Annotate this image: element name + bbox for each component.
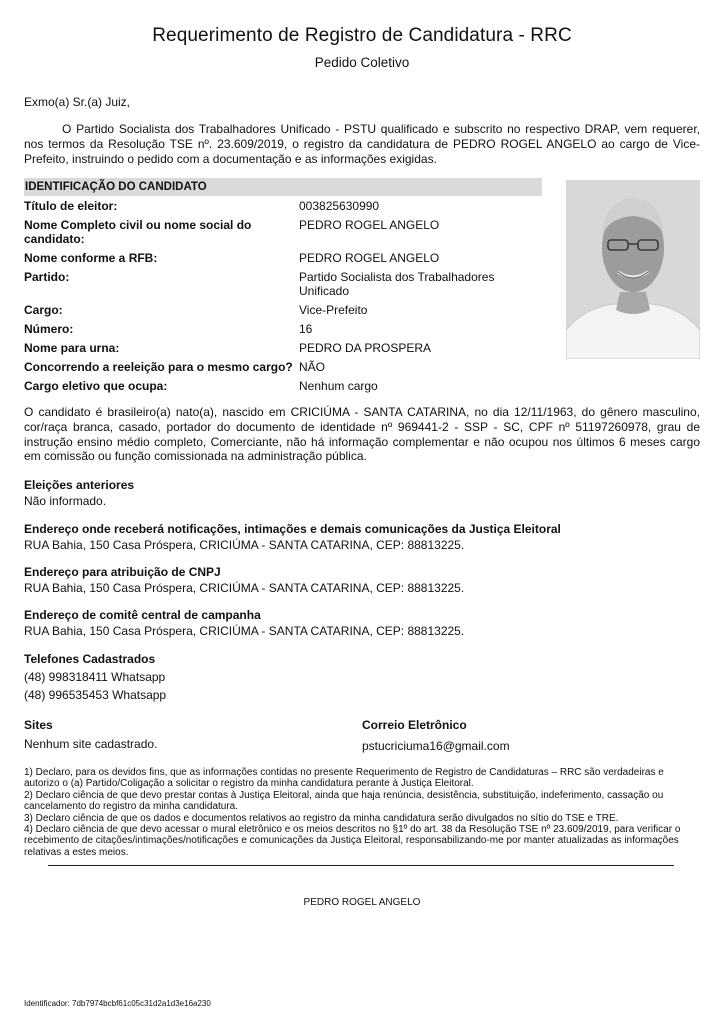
field-row-reelection (24, 360, 544, 374)
field-value: 16 (299, 322, 313, 336)
committee-address-section (24, 607, 700, 639)
candidate-fields (24, 199, 544, 398)
cnpj-address-title: Endereço para atribuição de CNPJ (24, 565, 221, 579)
field-label: Nome Completo civil ou nome social do candidato: (24, 218, 252, 246)
field-label: Cargo eletivo que ocupa: (24, 379, 168, 393)
email-value: pstucriciuma16@gmail.com (362, 739, 510, 753)
signature-name: PEDRO ROGEL ANGELO (303, 897, 421, 908)
field-value: Partido Socialista dos Trabalhadores Unificado (299, 270, 495, 298)
field-label: Concorrendo a reeleição para o mesmo cargo? (24, 360, 293, 374)
field-label: Nome conforme a RFB: (24, 251, 158, 265)
field-value: NÃO (299, 360, 326, 374)
phones-title: Telefones Cadastrados (24, 652, 156, 666)
field-value: Vice-Prefeito (299, 303, 368, 317)
signature-line (48, 865, 674, 866)
cnpj-address-text: RUA Bahia, 150 Casa Próspera, CRICIÚMA - SANTA CATARINA, CEP: 88813225. (24, 581, 465, 595)
email-title: Correio Eletrônico (362, 718, 467, 732)
field-label: Nome para urna: (24, 341, 120, 355)
identification-header-label: IDENTIFICAÇÃO DO CANDIDATO (25, 181, 207, 193)
field-value: PEDRO ROGEL ANGELO (299, 251, 440, 265)
sites-value: Nenhum site cadastrado. (24, 737, 158, 751)
phones-section (24, 651, 700, 703)
notification-address-text: RUA Bahia, 150 Casa Próspera, CRICIÚMA - SANTA CATARINA, CEP: 88813225. (24, 538, 465, 552)
candidate-summary: O candidato é brasileiro(a) nato(a), nascido em CRICIÚMA - SANTA CATARINA, no dia 12/11/1963, do gênero masculino, cor/raça branca, casado, portador do documento de identidade nº 969441-2 - SSP - SC, CPF nº 51197260978, grau de instrução ensino médio completo, Comerciante, não há informação complementar e não ocupou nos últimos 6 meses cargo em comissão ou função comissionada na administração pública. (24, 405, 700, 464)
field-row-rfb-name (24, 251, 544, 265)
field-row-current-office (24, 379, 544, 393)
field-row-number (24, 322, 544, 336)
candidate-portrait-image (566, 180, 700, 359)
committee-address-text: RUA Bahia, 150 Casa Próspera, CRICIÚMA - SANTA CATARINA, CEP: 88813225. (24, 624, 465, 638)
declaration-item: 2) Declaro ciência de que devo prestar contas à Justiça Eleitoral, ainda que haja renúncia, desistência, substituição, indeferimento, cassação ou cancelamento do registro da minha candidatura. (24, 789, 664, 813)
declaration-item: 4) Declaro ciência de que devo acessar o mural eletrônico e os meios descritos no §1º do art. 38 da Resolução TSE nº 23.609/2019, para verificar o recebimento de citações/intimações/notificações e comunicações da Justiça Eleitoral, responsabilizando-me por manter atualizadas as informações relativas a estes meios. (24, 824, 681, 858)
identification-header (24, 178, 542, 196)
sites-title: Sites (24, 718, 53, 732)
field-value: Nenhum cargo (299, 379, 378, 393)
previous-elections-text: Não informado. (24, 494, 107, 508)
declarations (24, 767, 700, 858)
declaration-item: 3) Declaro ciência de que os dados e documentos relativos ao registro da minha candidatura serão divulgados no sítio do TSE e TRE. (24, 812, 619, 824)
sites-section (24, 717, 324, 752)
field-row-party (24, 270, 544, 298)
cnpj-address-section (24, 564, 700, 596)
field-value: 003825630990 (299, 199, 380, 213)
field-row-voter-id (24, 199, 544, 213)
document-subtitle: Pedido Coletivo (314, 55, 410, 70)
declaration-item: 1) Declaro, para os devidos fins, que as informações contidas no presente Requerimento de Registro de Candidaturas – RRC são verdadeiras e autorizo o (a) Partido/Coligação a solicitar o registro da minha candidatura perante à Justiça Eleitoral. (24, 767, 664, 790)
field-label: Partido: (24, 270, 70, 284)
intro-paragraph: O Partido Socialista dos Trabalhadores Unificado - PSTU qualificado e subscrito no respectivo DRAP, vem requerer, nos termos da Resolução TSE nº. 23.609/2019, o registro da candidatura de PEDRO ROGEL ANGELO ao cargo de Vice-Prefeito, instruindo o pedido com a documentação e as informações exigidas. (24, 122, 700, 166)
document-title: Requerimento de Registro de Candidatura - RRC (152, 25, 572, 46)
field-label: Cargo: (24, 303, 63, 317)
field-label: Número: (24, 322, 74, 336)
document-identifier: Identificador: 7db7974bcbf61c05c31d2a1d3e16a230 (24, 999, 211, 1008)
field-row-ballot-name (24, 341, 544, 355)
notification-address-section (24, 521, 700, 553)
field-row-office (24, 303, 544, 317)
field-value: PEDRO DA PROSPERA (299, 341, 432, 355)
phone-item: (48) 996535453 Whatsapp (24, 688, 167, 702)
phone-item: (48) 998318411 Whatsapp (24, 670, 166, 684)
committee-address-title: Endereço de comitê central de campanha (24, 608, 261, 622)
previous-elections-title: Eleições anteriores (24, 478, 135, 492)
candidate-photo (566, 180, 700, 359)
field-label: Título de eleitor: (24, 199, 118, 213)
notification-address-title: Endereço onde receberá notificações, intimações e demais comunicações da Justiça Eleitoral (24, 522, 561, 536)
greeting: Exmo(a) Sr.(a) Juiz, (24, 95, 131, 109)
field-row-full-name (24, 218, 544, 246)
previous-elections-section (24, 477, 700, 509)
email-section (362, 717, 662, 754)
field-value: PEDRO ROGEL ANGELO (299, 218, 440, 232)
